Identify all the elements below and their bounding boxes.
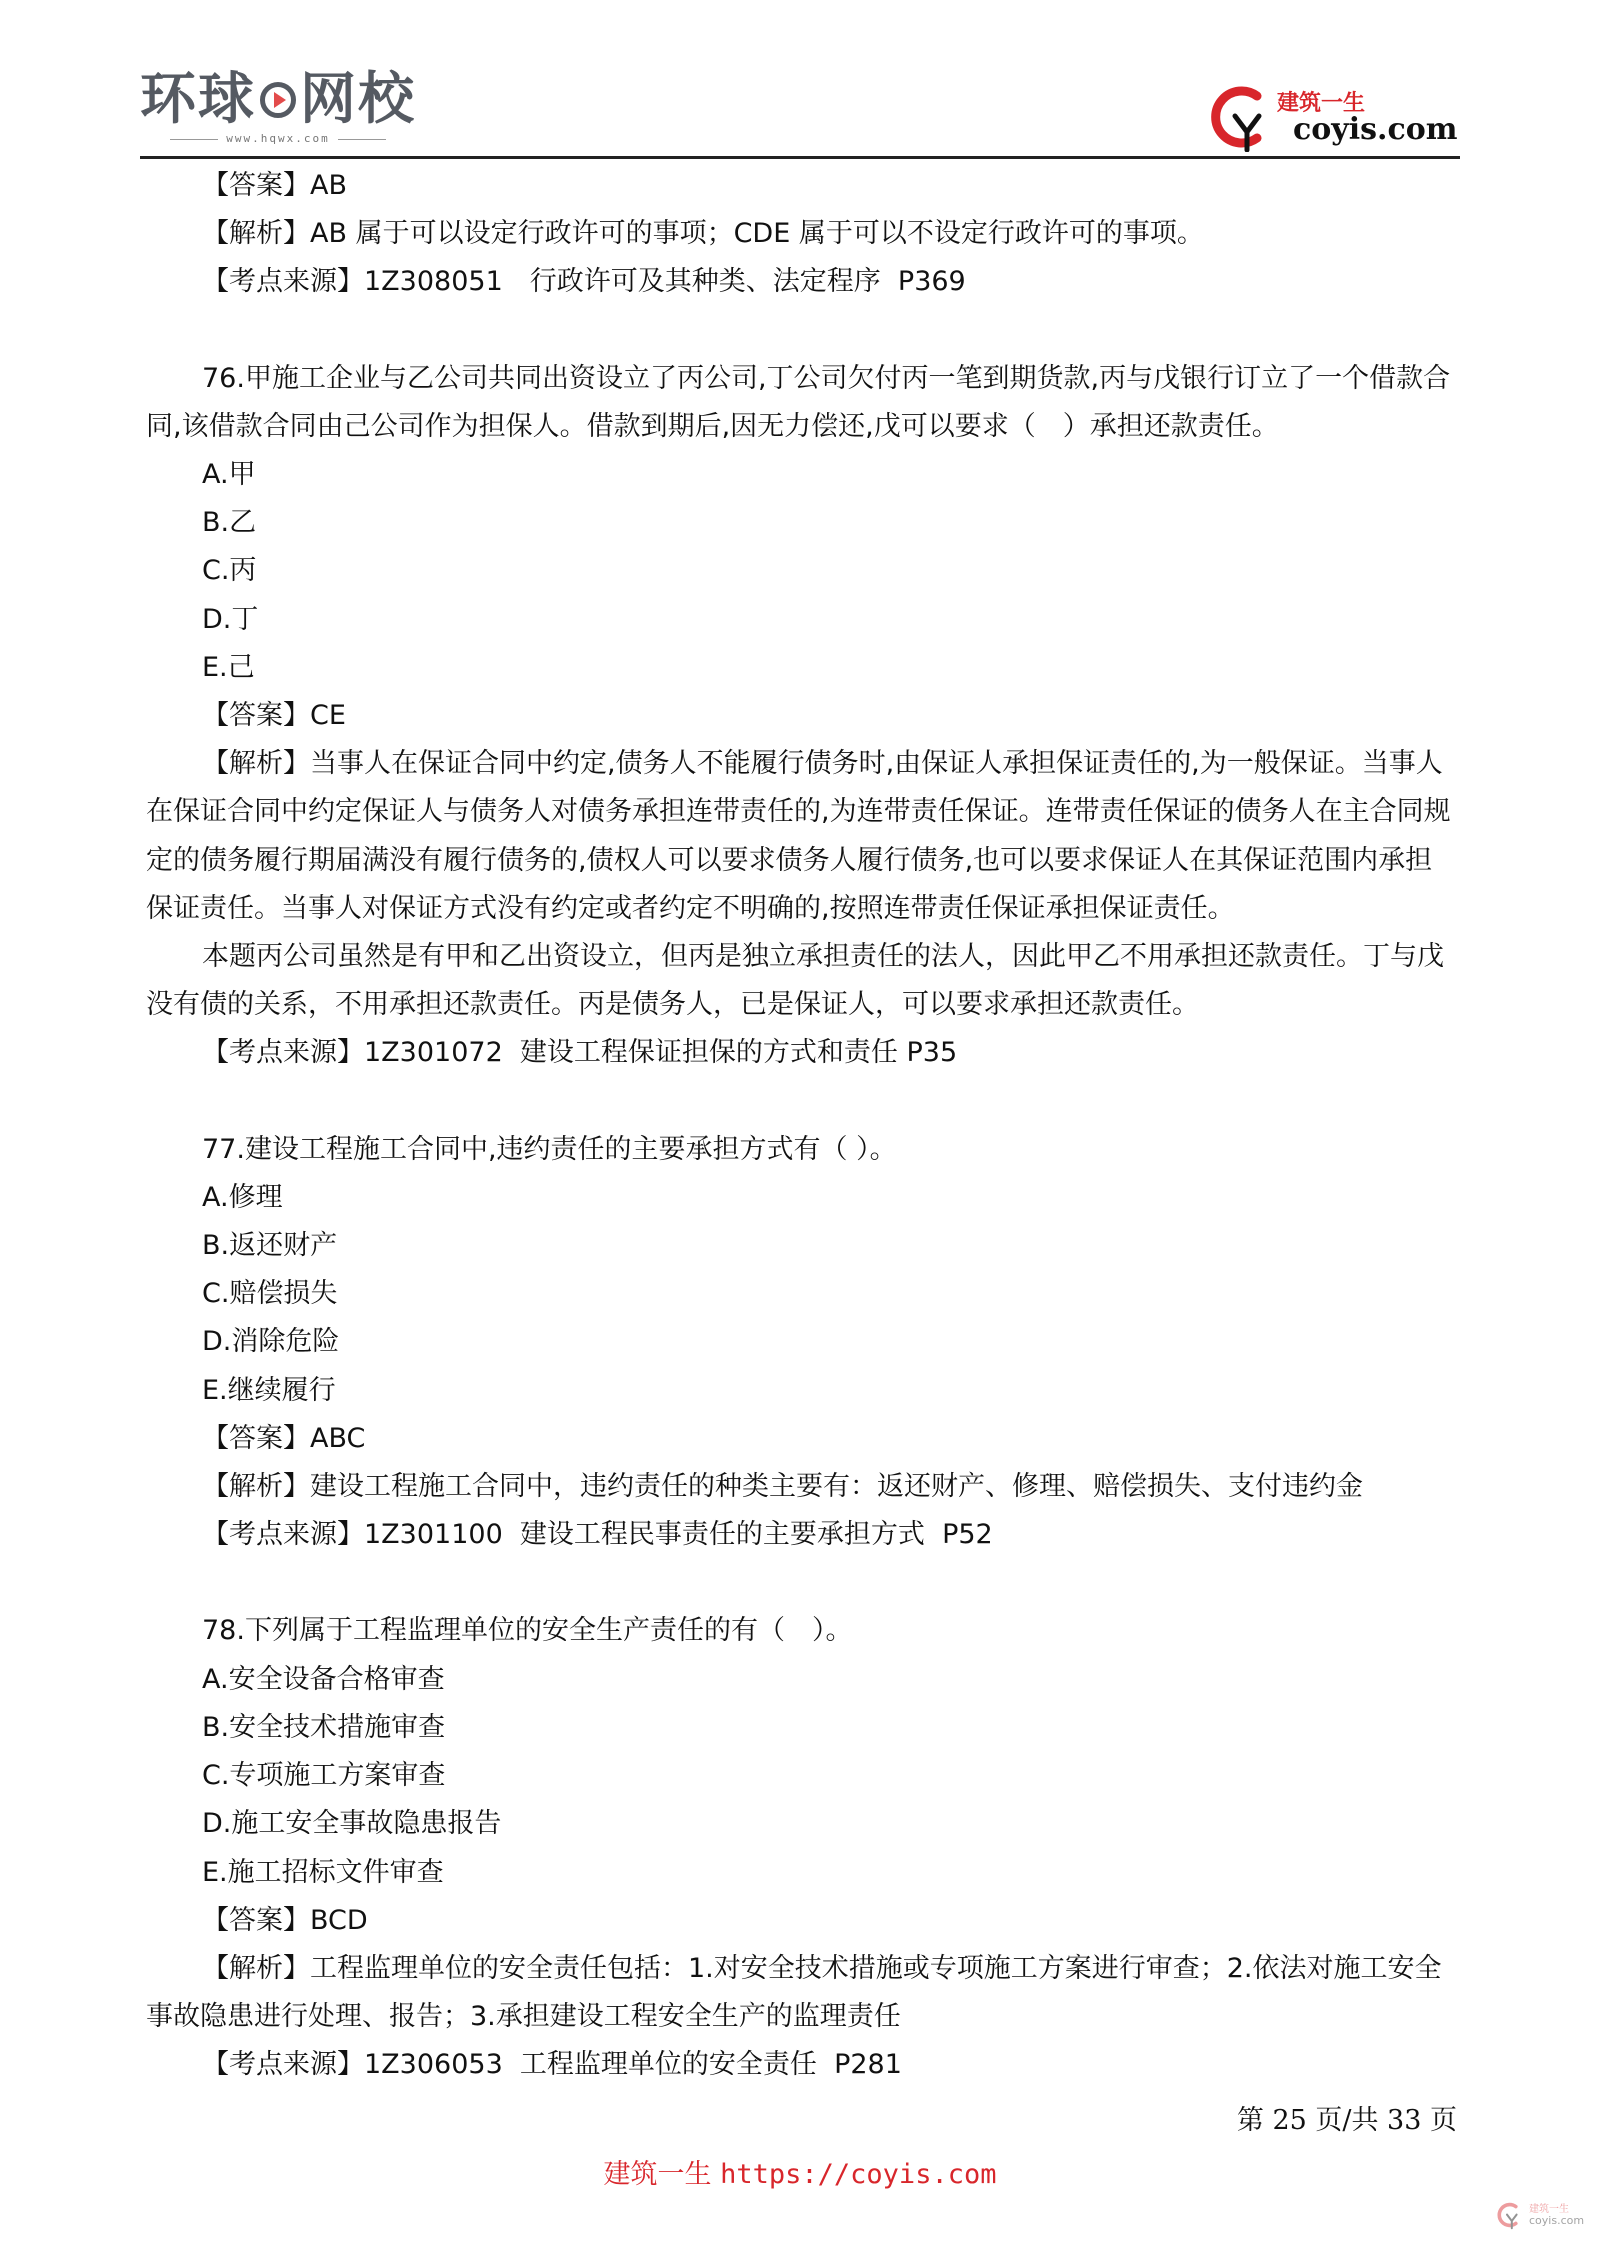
q76-analysis-note: 本题丙公司虽然是有甲和乙出资设立，但丙是独立承担责任的法人，因此甲乙不用承担还款责任。丁与戊没有债的关系，不用承担还款责任。丙是债务人，已是保证人，可以要求承担还款责任。	[146, 941, 1444, 1021]
q77-option-c: C.赔偿损失	[202, 1278, 338, 1310]
q77-analysis: 【解析】建设工程施工合同中，违约责任的种类主要有：返还财产、修理、赔偿损失、支付违约金	[202, 1471, 1363, 1503]
q76-answer: 【答案】CE	[202, 700, 346, 732]
play-icon	[260, 82, 296, 118]
q78-option-e: E.施工招标文件审查	[202, 1856, 444, 1888]
coyis-logo-cn: 建筑一生	[1277, 91, 1366, 116]
watermark-cy-icon	[1495, 2198, 1527, 2232]
spacer	[146, 307, 1456, 355]
q77-option-a: A.修理	[202, 1181, 283, 1213]
q77-option-e: E.继续履行	[202, 1374, 336, 1406]
q76-option-d: D.丁	[202, 603, 259, 635]
hqwx-logo-part2: 网校	[300, 67, 416, 132]
q76-source: 【考点来源】1Z301072 建设工程保证担保的方式和责任 P35	[202, 1037, 958, 1069]
watermark-en: coyis.com	[1529, 2214, 1585, 2227]
page-number: 第 25 页/共 33 页	[1236, 2105, 1457, 2136]
q76-option-b: B.乙	[202, 507, 257, 539]
q75-source: 【考点来源】1Z308051 行政许可及其种类、法定程序 P369	[202, 266, 966, 298]
q77-option-b: B.返还财产	[202, 1230, 338, 1262]
q77-option-d: D.消除危险	[202, 1326, 340, 1358]
q75-answer: 【答案】AB	[202, 170, 347, 201]
hqwx-logo-part1: 环球	[140, 67, 256, 132]
q78-analysis: 【解析】工程监理单位的安全责任包括：1.对安全技术措施或专项施工方案进行审查；2.依法对施工安全事故隐患进行处理、报告；3.承担建设工程安全生产的监理责任	[146, 1952, 1442, 2033]
q78-option-c: C.专项施工方案审查	[202, 1760, 446, 1792]
footer-site-link[interactable]	[0, 2152, 1600, 2191]
footer-site-url[interactable]: https://coyis.com	[720, 2159, 997, 2190]
q75-analysis: 【解析】AB 属于可以设定行政许可的事项；CDE 属于可以不设定行政许可的事项。	[202, 218, 1204, 250]
q77-source: 【考点来源】1Z301100 建设工程民事责任的主要承担方式 P52	[202, 1519, 993, 1551]
document-body	[146, 162, 1456, 2090]
header-divider	[140, 156, 1460, 159]
hqwx-logo	[140, 67, 416, 145]
q76-option-a: A.甲	[202, 459, 256, 491]
q78-option-d: D.施工安全事故隐患报告	[202, 1808, 502, 1840]
spacer	[146, 1078, 1456, 1126]
hqwx-logo-text	[140, 67, 416, 132]
footer-site-name: 建筑一生	[603, 2159, 721, 2190]
q76-stem: 76.甲施工企业与乙公司共同出资设立了丙公司,丁公司欠付丙一笔到期货款,丙与戊银行订立了一个借款合同,该借款合同由己公司作为担保人。借款到期后,因无力偿还,戊可以要求（ ）承担还款责任。	[146, 362, 1451, 442]
q78-source: 【考点来源】1Z306053 工程监理单位的安全责任 P281	[202, 2049, 902, 2081]
q76-analysis: 【解析】当事人在保证合同中约定,债务人不能履行债务时,由保证人承担保证责任的,为一般保证。当事人在保证合同中约定保证人与债务人对债务承担连带责任的,为连带责任保证。连带责任保证的债务人在主合同规定的债务履行期届满没有履行债务的,债权人可以要求债务人履行债务,也可以要求保证人在其保证范围内承担保证责任。当事人对保证方式没有约定或者约定不明确的,按照连带责任保证承担保证责任。	[146, 748, 1451, 924]
cy-logo-icon	[1205, 82, 1285, 152]
q78-option-b: B.安全技术措施审查	[202, 1711, 446, 1743]
q78-stem: 78.下列属于工程监理单位的安全生产责任的有（ ）。	[202, 1615, 853, 1647]
q76-option-e: E.己	[202, 651, 255, 683]
q77-stem: 77.建设工程施工合同中,违约责任的主要承担方式有（ ）。	[202, 1133, 897, 1165]
q77-answer: 【答案】ABC	[202, 1422, 366, 1454]
spacer	[146, 1559, 1456, 1607]
watermark-logo	[1495, 2198, 1590, 2234]
watermark-cn: 建筑一生	[1529, 2204, 1569, 2215]
q76-option-c: C.丙	[202, 555, 257, 587]
coyis-logo	[1205, 82, 1458, 152]
q78-option-a: A.安全设备合格审查	[202, 1663, 445, 1695]
hqwx-logo-url: www.hqwx.com	[140, 132, 416, 145]
q78-answer: 【答案】BCD	[202, 1904, 368, 1936]
coyis-logo-en: coyis.com	[1293, 112, 1458, 147]
page-header	[0, 0, 1600, 160]
